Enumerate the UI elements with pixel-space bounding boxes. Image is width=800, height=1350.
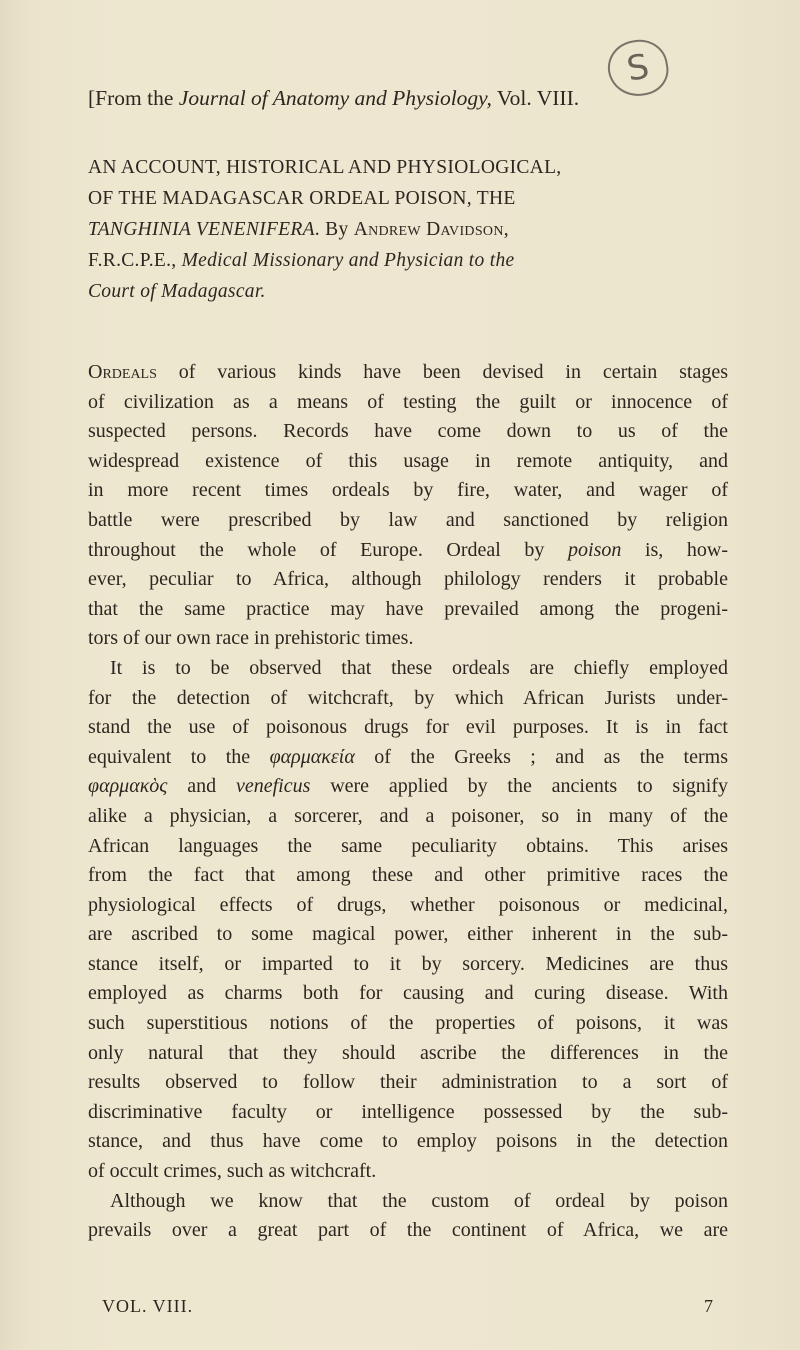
text-line: Ordeals of various kinds have been devised in certain stages xyxy=(88,361,728,383)
text-line: of civilization as a means of testing the guilt or innocence of xyxy=(88,390,728,413)
text-line: prevails over a great part of the continent of Africa, we are xyxy=(88,1219,728,1242)
author-credentials: F.R.C.P.E., xyxy=(88,250,182,271)
text-line: battle were prescribed by law and sanctioned by religion xyxy=(88,508,728,531)
journal-volume: Vol. VIII. xyxy=(491,86,580,110)
signature-mark: 7 xyxy=(704,1296,714,1316)
text-line: equivalent to the φαρμακεία of the Greeks ; and as the terms xyxy=(88,745,728,768)
article-body xyxy=(88,358,728,1246)
text-line: alike a physician, a sorcerer, and a poisoner, so in many of the xyxy=(88,804,728,827)
text-line: for the detection of witchcraft, by which African Jurists under- xyxy=(88,686,728,709)
drop-word: Ordeals xyxy=(88,361,157,383)
title-line-2: OF THE MADAGASCAR ORDEAL POISON, THE xyxy=(88,188,516,209)
text-line: ever, peculiar to Africa, although philology renders it probable xyxy=(88,568,728,591)
latin-term: veneficus xyxy=(235,775,311,798)
journal-citation xyxy=(88,86,728,111)
journal-name: Journal of Anatomy and Physiology, xyxy=(178,86,492,110)
text-line: Although we know that the custom of ordeal by poison xyxy=(110,1189,728,1212)
page-footer xyxy=(102,1296,714,1317)
author-name: Andrew Davidson, xyxy=(353,219,509,240)
article-title xyxy=(88,152,728,307)
text-line: It is to be observed that these ordeals are chiefly employed xyxy=(110,656,728,679)
text-line: widespread existence of this usage in remote antiquity, and xyxy=(88,449,728,472)
citation-prefix: [From the xyxy=(88,86,179,110)
text-line: only natural that they should ascribe the differences in the xyxy=(88,1041,728,1064)
title-line-1: AN ACCOUNT, HISTORICAL AND PHYSIOLOGICAL, xyxy=(88,157,562,178)
text-line: φαρμακὸς and veneficus were applied by the ancients to signify xyxy=(88,775,728,798)
title-by: . By xyxy=(314,219,354,240)
text-line: in more recent times ordeals by fire, water, and wager of xyxy=(88,479,728,502)
title-line-4 xyxy=(88,245,728,276)
author-role: Medical Missionary and Physician to the xyxy=(181,250,515,271)
text-line: tors of our own race in prehistoric times. xyxy=(88,627,414,650)
text-line: such superstitious notions of the properties of poisons, it was xyxy=(88,1012,728,1035)
text-line: suspected persons. Records have come down to us of the xyxy=(88,420,728,443)
greek-term: φαρμακὸς xyxy=(88,775,168,798)
text-line: throughout the whole of Europe. Ordeal by poison is, how- xyxy=(88,538,728,561)
stamp-letter: S xyxy=(623,46,653,90)
text-line: discriminative faculty or intelligence possessed by the sub- xyxy=(88,1100,728,1123)
text-line: stand the use of poisonous drugs for evil purposes. It is in fact xyxy=(88,716,728,739)
title-line-3 xyxy=(88,214,728,245)
greek-term: φαρμακεία xyxy=(269,745,355,768)
text-line: African languages the same peculiarity obtains. This arises xyxy=(88,834,728,857)
text-line: that the same practice may have prevailed among the progeni- xyxy=(88,597,728,620)
text-line: results observed to follow their administration to a sort of xyxy=(88,1071,728,1094)
text-line: physiological effects of drugs, whether poisonous or medicinal, xyxy=(88,893,728,916)
text-line: are ascribed to some magical power, either inherent in the sub- xyxy=(88,923,728,946)
species-name: TANGHINIA VENENIFERA xyxy=(88,219,315,240)
text-line: stance itself, or imparted to it by sorcery. Medicines are thus xyxy=(88,952,728,975)
text-line: from the fact that among these and other primitive races the xyxy=(88,864,728,887)
text-line: of occult crimes, such as witchcraft. xyxy=(88,1160,377,1183)
emphasis-poison: poison xyxy=(568,538,622,561)
text-line: stance, and thus have come to employ poisons in the detection xyxy=(88,1130,728,1153)
author-role-cont: Court of Madagascar. xyxy=(88,281,266,302)
volume-label: VOL. VIII. xyxy=(102,1296,194,1316)
text-line: employed as charms both for causing and curing disease. With xyxy=(88,982,728,1005)
